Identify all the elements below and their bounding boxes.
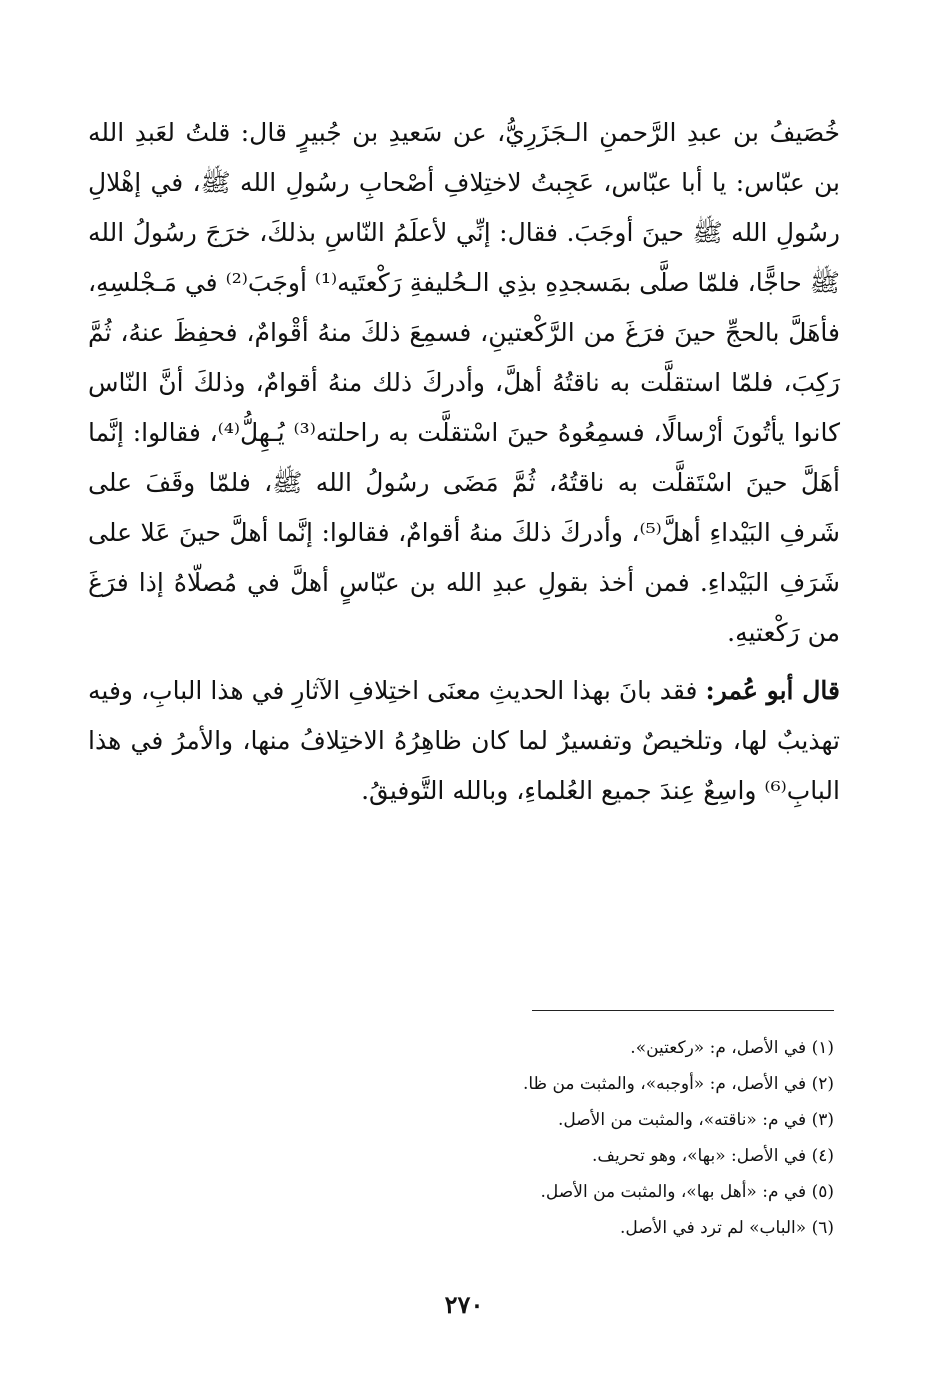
footnote-5: (٥) في م: «أهل بها»، والمثبت من الأصل. [540, 1182, 834, 1202]
footnote-6: (٦) «الباب» لم ترد في الأصل. [619, 1218, 834, 1238]
paragraph-hadith: خُصَيفُ بن عبدِ الرَّحمنِ الـجَزَرِيُّ، عن سَعيدِ بن جُبيرٍ قال: قلتُ لعَبدِ الله بن عبّاس: يا أبا عبّاس، عَجِبتُ لاختِلافِ أصْحابِ رسُولِ الله ﷺ، في إهْلالِ رسُولِ الله ﷺ حينَ أوجَبَ. فقال: إنِّي لأعلَمُ النّاسِ بذلكَ، خرَجَ رسُولُ الله ﷺ حاجًّا، فلمّا صلَّى بمَسجدِهِ بذِي الـحُليفةِ رَكْعتَيه⁽¹⁾ أوجَبَ⁽²⁾ في مَـجْلسِهِ، فأهَلَّ بالحجِّ حينَ فرَغَ من الرَّكْعتينِ، فسمِعَ ذلكَ منهُ أقْوامٌ، فحفِظَ عنهُ، ثُمَّ رَكِبَ، فلمّا استقلَّت به ناقتُهُ أهلَّ، وأدركَ ذلك منهُ أقوامٌ، وذلكَ أنَّ النّاس كانوا يأتُونَ أرْسالًا، فسمِعُوهُ حينَ اسْتقلَّت به راحلته⁽³⁾ يُـهِلُّ⁽⁴⁾، فقالوا: إنَّما أهَلَّ حينَ اسْتَقلَّت به ناقتُهُ، ثُمَّ مَضَى رسُولُ الله ﷺ، فلمّا وقَفَ على شَرفِ البَيْداءِ أهلَّ⁽⁵⁾، وأدركَ ذلكَ منهُ أقوامٌ، فقالوا: إنَّما أهلَّ حينَ عَلا على شَرَفِ البَيْداءِ. فمن أخذ بقولِ عبدِ الله بن عبّاسٍ أهلَّ في مُصلّاهُ إذا فرَغَ من رَكْعتيهِ. [87, 118, 841, 647]
footnote-divider [532, 1010, 834, 1011]
paragraph-lead: قال أبو عُمر: [705, 676, 841, 705]
footnotes [374, 1030, 834, 1246]
footnote-2: (٢) في الأصل، م: «أوجبه»، والمثبت من ظا. [522, 1074, 834, 1094]
main-text [88, 108, 840, 816]
page-number: ٢٧٠ [444, 1290, 484, 1319]
paragraph-commentary-text: فقد بانَ بهذا الحديثِ معنَى اختِلافِ الآثارِ في هذا البابِ، وفيه تهذيبٌ لها، وتلخيصٌ وتفسيرٌ لما كان ظاهِرُهُ الاختِلافُ منها، والأمرُ في هذا البابِ⁽⁶⁾ واسِعٌ عِندَ جميع العُلماءِ، وبالله التَّوفيقُ. [88, 676, 840, 805]
footnote-3: (٣) في م: «ناقته»، والمثبت من الأصل. [557, 1110, 834, 1130]
paragraph-commentary [88, 666, 840, 816]
footnote-1: (١) في الأصل، م: «ركعتين». [630, 1038, 834, 1058]
footnote-4: (٤) في الأصل: «بها»، وهو تحريف. [592, 1146, 834, 1166]
